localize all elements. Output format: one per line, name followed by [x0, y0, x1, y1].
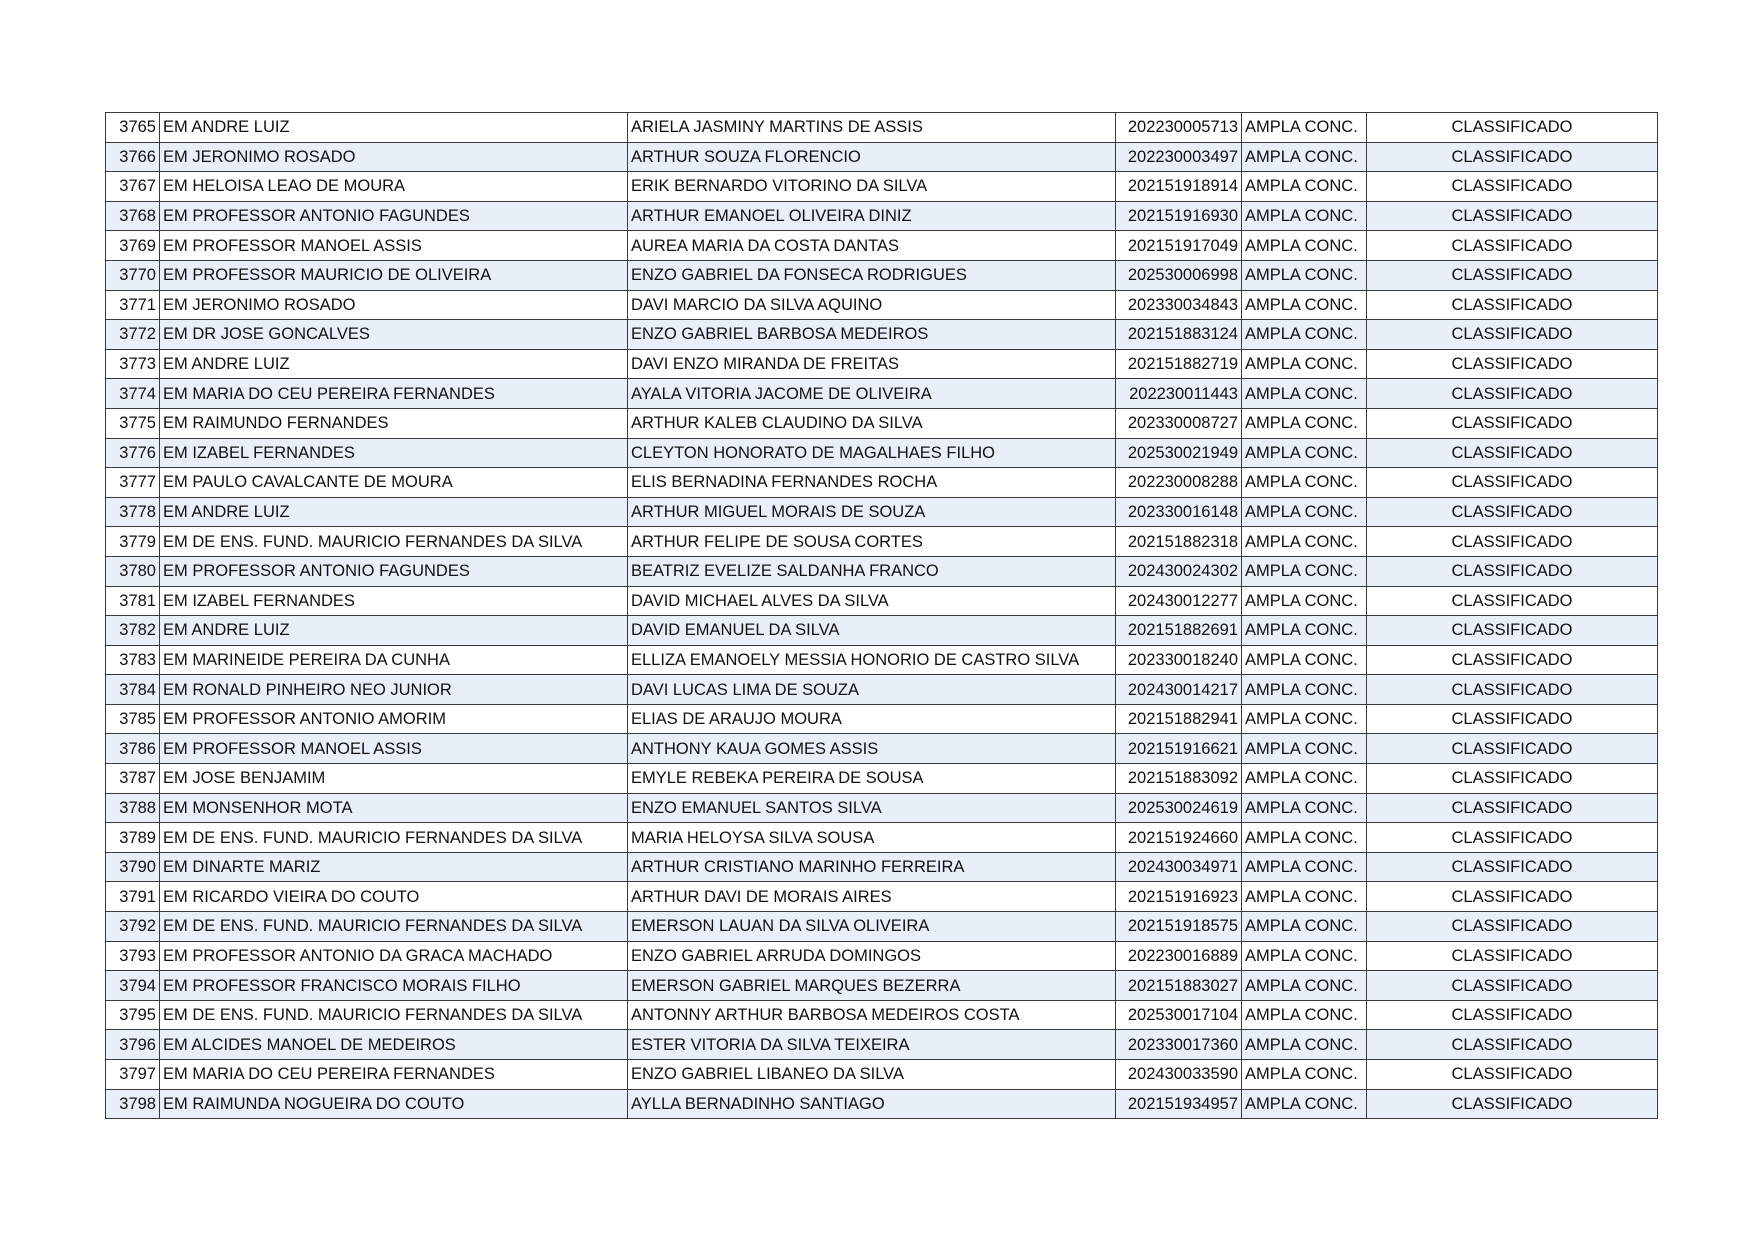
table-row — [106, 1030, 1658, 1060]
school-name: EM PROFESSOR FRANCISCO MORAIS FILHO — [160, 971, 628, 1001]
school-name: EM MARINEIDE PEREIRA DA CUNHA — [160, 645, 628, 675]
registration-number: 202230003497 — [1116, 142, 1242, 172]
table-row — [106, 793, 1658, 823]
table-row — [106, 172, 1658, 202]
table-row — [106, 882, 1658, 912]
quota-type: AMPLA CONC. — [1242, 882, 1367, 912]
student-name: MARIA HELOYSA SILVA SOUSA — [628, 823, 1116, 853]
status-cell: CLASSIFICADO — [1367, 527, 1658, 557]
student-name: ARTHUR SOUZA FLORENCIO — [628, 142, 1116, 172]
quota-type: AMPLA CONC. — [1242, 113, 1367, 143]
row-number: 3776 — [106, 438, 160, 468]
quota-type: AMPLA CONC. — [1242, 764, 1367, 794]
quota-type: AMPLA CONC. — [1242, 290, 1367, 320]
status-cell: CLASSIFICADO — [1367, 882, 1658, 912]
table-row — [106, 764, 1658, 794]
table-row — [106, 1000, 1658, 1030]
table-row — [106, 704, 1658, 734]
quota-type: AMPLA CONC. — [1242, 408, 1367, 438]
student-name: EMERSON LAUAN DA SILVA OLIVEIRA — [628, 912, 1116, 942]
registration-number: 202151916923 — [1116, 882, 1242, 912]
status-cell: CLASSIFICADO — [1367, 912, 1658, 942]
registration-number: 202151916930 — [1116, 201, 1242, 231]
table-row — [106, 497, 1658, 527]
row-number: 3767 — [106, 172, 160, 202]
quota-type: AMPLA CONC. — [1242, 1000, 1367, 1030]
student-name: ARTHUR DAVI DE MORAIS AIRES — [628, 882, 1116, 912]
school-name: EM JOSE BENJAMIM — [160, 764, 628, 794]
status-cell: CLASSIFICADO — [1367, 113, 1658, 143]
status-cell: CLASSIFICADO — [1367, 408, 1658, 438]
registration-number: 202330034843 — [1116, 290, 1242, 320]
quota-type: AMPLA CONC. — [1242, 231, 1367, 261]
row-number: 3769 — [106, 231, 160, 261]
quota-type: AMPLA CONC. — [1242, 704, 1367, 734]
school-name: EM MARIA DO CEU PEREIRA FERNANDES — [160, 379, 628, 409]
school-name: EM MARIA DO CEU PEREIRA FERNANDES — [160, 1060, 628, 1090]
quota-type: AMPLA CONC. — [1242, 616, 1367, 646]
student-name: ARTHUR CRISTIANO MARINHO FERREIRA — [628, 852, 1116, 882]
status-cell: CLASSIFICADO — [1367, 675, 1658, 705]
table-row — [106, 379, 1658, 409]
table-row — [106, 349, 1658, 379]
quota-type: AMPLA CONC. — [1242, 971, 1367, 1001]
status-cell: CLASSIFICADO — [1367, 793, 1658, 823]
quota-type: AMPLA CONC. — [1242, 172, 1367, 202]
registration-number: 202430033590 — [1116, 1060, 1242, 1090]
registration-number: 202430014217 — [1116, 675, 1242, 705]
table-row — [106, 586, 1658, 616]
quota-type: AMPLA CONC. — [1242, 497, 1367, 527]
quota-type: AMPLA CONC. — [1242, 1030, 1367, 1060]
student-name: ANTONNY ARTHUR BARBOSA MEDEIROS COSTA — [628, 1000, 1116, 1030]
row-number: 3785 — [106, 704, 160, 734]
row-number: 3777 — [106, 468, 160, 498]
school-name: EM RONALD PINHEIRO NEO JUNIOR — [160, 675, 628, 705]
table-row — [106, 260, 1658, 290]
student-name: ENZO GABRIEL DA FONSECA RODRIGUES — [628, 260, 1116, 290]
school-name: EM PROFESSOR ANTONIO AMORIM — [160, 704, 628, 734]
table-row — [106, 113, 1658, 143]
student-name: ARIELA JASMINY MARTINS DE ASSIS — [628, 113, 1116, 143]
quota-type: AMPLA CONC. — [1242, 1089, 1367, 1119]
quota-type: AMPLA CONC. — [1242, 468, 1367, 498]
quota-type: AMPLA CONC. — [1242, 201, 1367, 231]
table-body — [106, 113, 1658, 1119]
quota-type: AMPLA CONC. — [1242, 260, 1367, 290]
student-name: DAVI ENZO MIRANDA DE FREITAS — [628, 349, 1116, 379]
school-name: EM RAIMUNDA NOGUEIRA DO COUTO — [160, 1089, 628, 1119]
table-row — [106, 290, 1658, 320]
quota-type: AMPLA CONC. — [1242, 586, 1367, 616]
table-row — [106, 912, 1658, 942]
student-name: AYLLA BERNADINHO SANTIAGO — [628, 1089, 1116, 1119]
student-name: ARTHUR EMANOEL OLIVEIRA DINIZ — [628, 201, 1116, 231]
registration-number: 202530021949 — [1116, 438, 1242, 468]
status-cell: CLASSIFICADO — [1367, 379, 1658, 409]
quota-type: AMPLA CONC. — [1242, 349, 1367, 379]
school-name: EM ANDRE LUIZ — [160, 616, 628, 646]
student-name: AUREA MARIA DA COSTA DANTAS — [628, 231, 1116, 261]
school-name: EM MONSENHOR MOTA — [160, 793, 628, 823]
table-row — [106, 438, 1658, 468]
classification-table — [105, 112, 1658, 1119]
school-name: EM ALCIDES MANOEL DE MEDEIROS — [160, 1030, 628, 1060]
status-cell: CLASSIFICADO — [1367, 142, 1658, 172]
status-cell: CLASSIFICADO — [1367, 823, 1658, 853]
registration-number: 202430024302 — [1116, 556, 1242, 586]
table-row — [106, 1060, 1658, 1090]
registration-number: 202151883092 — [1116, 764, 1242, 794]
student-name: ARTHUR MIGUEL MORAIS DE SOUZA — [628, 497, 1116, 527]
registration-number: 202530024619 — [1116, 793, 1242, 823]
registration-number: 202151917049 — [1116, 231, 1242, 261]
school-name: EM DE ENS. FUND. MAURICIO FERNANDES DA SILVA — [160, 912, 628, 942]
table-row — [106, 616, 1658, 646]
school-name: EM ANDRE LUIZ — [160, 113, 628, 143]
status-cell: CLASSIFICADO — [1367, 172, 1658, 202]
registration-number: 202151883124 — [1116, 320, 1242, 350]
status-cell: CLASSIFICADO — [1367, 497, 1658, 527]
table-row — [106, 142, 1658, 172]
status-cell: CLASSIFICADO — [1367, 1060, 1658, 1090]
quota-type: AMPLA CONC. — [1242, 1060, 1367, 1090]
student-name: EMERSON GABRIEL MARQUES BEZERRA — [628, 971, 1116, 1001]
school-name: EM DINARTE MARIZ — [160, 852, 628, 882]
status-cell: CLASSIFICADO — [1367, 645, 1658, 675]
registration-number: 202230011443 — [1116, 379, 1242, 409]
row-number: 3781 — [106, 586, 160, 616]
registration-number: 202151882318 — [1116, 527, 1242, 557]
status-cell: CLASSIFICADO — [1367, 852, 1658, 882]
school-name: EM IZABEL FERNANDES — [160, 438, 628, 468]
status-cell: CLASSIFICADO — [1367, 616, 1658, 646]
school-name: EM RICARDO VIEIRA DO COUTO — [160, 882, 628, 912]
table-row — [106, 675, 1658, 705]
row-number: 3784 — [106, 675, 160, 705]
status-cell: CLASSIFICADO — [1367, 290, 1658, 320]
student-name: ELIAS DE ARAUJO MOURA — [628, 704, 1116, 734]
table-row — [106, 320, 1658, 350]
school-name: EM ANDRE LUIZ — [160, 497, 628, 527]
table-row — [106, 852, 1658, 882]
row-number: 3795 — [106, 1000, 160, 1030]
status-cell: CLASSIFICADO — [1367, 201, 1658, 231]
registration-number: 202330017360 — [1116, 1030, 1242, 1060]
status-cell: CLASSIFICADO — [1367, 320, 1658, 350]
row-number: 3783 — [106, 645, 160, 675]
quota-type: AMPLA CONC. — [1242, 527, 1367, 557]
registration-number: 202151882719 — [1116, 349, 1242, 379]
row-number: 3790 — [106, 852, 160, 882]
quota-type: AMPLA CONC. — [1242, 734, 1367, 764]
school-name: EM HELOISA LEAO DE MOURA — [160, 172, 628, 202]
school-name: EM PROFESSOR MANOEL ASSIS — [160, 231, 628, 261]
registration-number: 202151924660 — [1116, 823, 1242, 853]
status-cell: CLASSIFICADO — [1367, 734, 1658, 764]
registration-number: 202151882941 — [1116, 704, 1242, 734]
student-name: DAVID EMANUEL DA SILVA — [628, 616, 1116, 646]
school-name: EM DE ENS. FUND. MAURICIO FERNANDES DA SILVA — [160, 1000, 628, 1030]
row-number: 3766 — [106, 142, 160, 172]
registration-number: 202430012277 — [1116, 586, 1242, 616]
row-number: 3774 — [106, 379, 160, 409]
row-number: 3792 — [106, 912, 160, 942]
row-number: 3765 — [106, 113, 160, 143]
school-name: EM PROFESSOR ANTONIO FAGUNDES — [160, 201, 628, 231]
school-name: EM PROFESSOR MANOEL ASSIS — [160, 734, 628, 764]
student-name: DAVI LUCAS LIMA DE SOUZA — [628, 675, 1116, 705]
row-number: 3789 — [106, 823, 160, 853]
registration-number: 202230005713 — [1116, 113, 1242, 143]
table-row — [106, 645, 1658, 675]
status-cell: CLASSIFICADO — [1367, 260, 1658, 290]
student-name: CLEYTON HONORATO DE MAGALHAES FILHO — [628, 438, 1116, 468]
status-cell: CLASSIFICADO — [1367, 1030, 1658, 1060]
student-name: ERIK BERNARDO VITORINO DA SILVA — [628, 172, 1116, 202]
registration-number: 202151883027 — [1116, 971, 1242, 1001]
row-number: 3791 — [106, 882, 160, 912]
student-name: ESTER VITORIA DA SILVA TEIXEIRA — [628, 1030, 1116, 1060]
registration-number: 202330018240 — [1116, 645, 1242, 675]
status-cell: CLASSIFICADO — [1367, 704, 1658, 734]
registration-number: 202151916621 — [1116, 734, 1242, 764]
row-number: 3786 — [106, 734, 160, 764]
student-name: ENZO GABRIEL LIBANEO DA SILVA — [628, 1060, 1116, 1090]
row-number: 3796 — [106, 1030, 160, 1060]
registration-number: 202330016148 — [1116, 497, 1242, 527]
student-name: BEATRIZ EVELIZE SALDANHA FRANCO — [628, 556, 1116, 586]
row-number: 3793 — [106, 941, 160, 971]
quota-type: AMPLA CONC. — [1242, 320, 1367, 350]
table-row — [106, 1089, 1658, 1119]
status-cell: CLASSIFICADO — [1367, 556, 1658, 586]
table-row — [106, 971, 1658, 1001]
row-number: 3787 — [106, 764, 160, 794]
table-row — [106, 823, 1658, 853]
registration-number: 202230008288 — [1116, 468, 1242, 498]
table-row — [106, 231, 1658, 261]
row-number: 3778 — [106, 497, 160, 527]
student-name: ARTHUR KALEB CLAUDINO DA SILVA — [628, 408, 1116, 438]
table-row — [106, 527, 1658, 557]
student-name: ARTHUR FELIPE DE SOUSA CORTES — [628, 527, 1116, 557]
status-cell: CLASSIFICADO — [1367, 971, 1658, 1001]
student-name: ENZO EMANUEL SANTOS SILVA — [628, 793, 1116, 823]
table-row — [106, 734, 1658, 764]
student-name: DAVI MARCIO DA SILVA AQUINO — [628, 290, 1116, 320]
school-name: EM IZABEL FERNANDES — [160, 586, 628, 616]
school-name: EM DR JOSE GONCALVES — [160, 320, 628, 350]
row-number: 3768 — [106, 201, 160, 231]
quota-type: AMPLA CONC. — [1242, 793, 1367, 823]
table-row — [106, 408, 1658, 438]
row-number: 3788 — [106, 793, 160, 823]
quota-type: AMPLA CONC. — [1242, 852, 1367, 882]
row-number: 3772 — [106, 320, 160, 350]
status-cell: CLASSIFICADO — [1367, 1089, 1658, 1119]
row-number: 3797 — [106, 1060, 160, 1090]
school-name: EM DE ENS. FUND. MAURICIO FERNANDES DA SILVA — [160, 527, 628, 557]
student-name: ENZO GABRIEL ARRUDA DOMINGOS — [628, 941, 1116, 971]
status-cell: CLASSIFICADO — [1367, 468, 1658, 498]
student-name: EMYLE REBEKA PEREIRA DE SOUSA — [628, 764, 1116, 794]
quota-type: AMPLA CONC. — [1242, 941, 1367, 971]
registration-number: 202530006998 — [1116, 260, 1242, 290]
table-row — [106, 556, 1658, 586]
school-name: EM JERONIMO ROSADO — [160, 142, 628, 172]
row-number: 3773 — [106, 349, 160, 379]
row-number: 3779 — [106, 527, 160, 557]
quota-type: AMPLA CONC. — [1242, 675, 1367, 705]
student-name: ELLIZA EMANOELY MESSIA HONORIO DE CASTRO SILVA — [628, 645, 1116, 675]
row-number: 3770 — [106, 260, 160, 290]
row-number: 3782 — [106, 616, 160, 646]
registration-number: 202151934957 — [1116, 1089, 1242, 1119]
status-cell: CLASSIFICADO — [1367, 941, 1658, 971]
student-name: AYALA VITORIA JACOME DE OLIVEIRA — [628, 379, 1116, 409]
school-name: EM PROFESSOR ANTONIO DA GRACA MACHADO — [160, 941, 628, 971]
registration-number: 202151918914 — [1116, 172, 1242, 202]
school-name: EM JERONIMO ROSADO — [160, 290, 628, 320]
registration-number: 202151918575 — [1116, 912, 1242, 942]
table-row — [106, 201, 1658, 231]
quota-type: AMPLA CONC. — [1242, 912, 1367, 942]
status-cell: CLASSIFICADO — [1367, 586, 1658, 616]
school-name: EM PROFESSOR ANTONIO FAGUNDES — [160, 556, 628, 586]
quota-type: AMPLA CONC. — [1242, 438, 1367, 468]
status-cell: CLASSIFICADO — [1367, 231, 1658, 261]
quota-type: AMPLA CONC. — [1242, 142, 1367, 172]
registration-number: 202330008727 — [1116, 408, 1242, 438]
status-cell: CLASSIFICADO — [1367, 438, 1658, 468]
row-number: 3771 — [106, 290, 160, 320]
row-number: 3775 — [106, 408, 160, 438]
table-row — [106, 941, 1658, 971]
row-number: 3798 — [106, 1089, 160, 1119]
quota-type: AMPLA CONC. — [1242, 823, 1367, 853]
quota-type: AMPLA CONC. — [1242, 645, 1367, 675]
school-name: EM RAIMUNDO FERNANDES — [160, 408, 628, 438]
student-name: ENZO GABRIEL BARBOSA MEDEIROS — [628, 320, 1116, 350]
registration-number: 202530017104 — [1116, 1000, 1242, 1030]
school-name: EM ANDRE LUIZ — [160, 349, 628, 379]
registration-number: 202151882691 — [1116, 616, 1242, 646]
quota-type: AMPLA CONC. — [1242, 379, 1367, 409]
table-row — [106, 468, 1658, 498]
status-cell: CLASSIFICADO — [1367, 1000, 1658, 1030]
registration-number: 202430034971 — [1116, 852, 1242, 882]
row-number: 3794 — [106, 971, 160, 1001]
school-name: EM PAULO CAVALCANTE DE MOURA — [160, 468, 628, 498]
status-cell: CLASSIFICADO — [1367, 349, 1658, 379]
status-cell: CLASSIFICADO — [1367, 764, 1658, 794]
quota-type: AMPLA CONC. — [1242, 556, 1367, 586]
row-number: 3780 — [106, 556, 160, 586]
student-name: DAVID MICHAEL ALVES DA SILVA — [628, 586, 1116, 616]
student-name: ANTHONY KAUA GOMES ASSIS — [628, 734, 1116, 764]
student-name: ELIS BERNADINA FERNANDES ROCHA — [628, 468, 1116, 498]
registration-number: 202230016889 — [1116, 941, 1242, 971]
school-name: EM DE ENS. FUND. MAURICIO FERNANDES DA SILVA — [160, 823, 628, 853]
school-name: EM PROFESSOR MAURICIO DE OLIVEIRA — [160, 260, 628, 290]
